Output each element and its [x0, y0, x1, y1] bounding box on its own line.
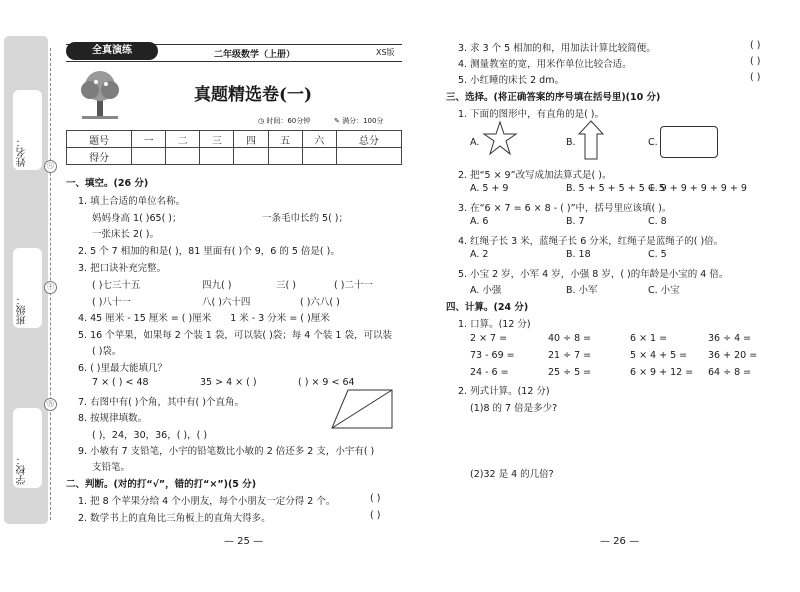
calc-2: 2. 列式计算。(12 分) [458, 386, 550, 397]
question-1: 1. 填上合适的单位名称。 [78, 196, 186, 207]
question-3-item: 三( ) [276, 280, 296, 291]
judge-3: 3. 求 3 个 5 相加的和，用加法计算比较简便。 [458, 43, 656, 54]
score-header-cell: 一 [132, 131, 166, 148]
choice-option[interactable]: B. 小军 [566, 285, 598, 296]
time-label: ◷ 时间：60分钟 [258, 117, 311, 125]
page-number-left: — 25 — [224, 536, 264, 547]
question-6-item: ( ) × 9 < 64 [298, 377, 355, 388]
page-number-right: — 26 — [600, 536, 640, 547]
oral-calc-item: 21 ÷ 7 = [548, 350, 592, 361]
judge-5: 5. 小红睡的床长 2 dm。 [458, 75, 564, 86]
oral-calc-item: 73 - 69 = [470, 350, 515, 361]
oral-calc-item: 64 ÷ 8 = [708, 367, 752, 378]
binding-mark: ㊉ [44, 281, 57, 294]
score-header-cell: 总分 [336, 131, 401, 148]
calc-2b: (2)32 是 4 的几倍? [470, 469, 554, 480]
score-header-cell: 二 [166, 131, 200, 148]
choice-2: 2. 把“5 × 9”改写成加法算式是( )。 [458, 170, 612, 181]
score-header-cell: 六 [302, 131, 336, 148]
angle-figure-icon [330, 388, 394, 430]
arrow-shape-icon [578, 120, 604, 160]
school-label: 学校： [17, 455, 28, 485]
question-1c: 一张床长 2( )。 [92, 229, 159, 240]
choice-option[interactable]: B. 7 [566, 216, 585, 227]
question-8: 8. 按规律填数。 [78, 413, 148, 424]
brand-logo: 全真演练 [66, 42, 158, 60]
question-6-item: 7 × ( ) < 48 [92, 377, 149, 388]
section-2-heading: 二、判断。(对的打“√”，错的打“×”)(5 分) [66, 479, 257, 490]
question-9: 9. 小敏有 7 支铅笔，小宇的铅笔数比小敏的 2 倍还多 2 支，小宇有( ) [78, 446, 375, 457]
subject-title: 二年级数学（上册） [214, 50, 296, 60]
oral-calc-item: 24 - 6 = [470, 367, 509, 378]
score-cell[interactable] [166, 148, 200, 165]
question-7: 7. 右图中有( )个角，其中有( )个直角。 [78, 397, 244, 408]
question-6-item: 35 > 4 × ( ) [200, 377, 257, 388]
question-5: 5. 16 个苹果，如果每 2 个装 1 袋，可以装( )袋；每 4 个装 1 袋，可以装 [78, 330, 392, 341]
score-header-cell: 三 [200, 131, 234, 148]
judge-1: 1. 把 8 个苹果分给 4 个小朋友，每个小朋友一定分得 2 个。 [78, 496, 336, 507]
question-5-cont: ( )袋。 [92, 346, 122, 357]
judge-2: 2. 数学书上的直角比三角板上的直角大得多。 [78, 513, 271, 524]
choice-1-option-b[interactable]: B. [566, 137, 576, 148]
question-1b: 一条毛巾长约 5( )； [262, 213, 348, 224]
question-1a: 妈妈身高 1( )65( )； [92, 213, 182, 224]
section-4-heading: 四、计算。(24 分) [446, 302, 529, 313]
choice-option[interactable]: A. 2 [470, 249, 489, 260]
question-2: 2. 5 个 7 相加的和是( )，81 里面有( )个 9，6 的 5 倍是( )。 [78, 246, 340, 257]
answer-bracket[interactable]: ( ) [750, 72, 761, 83]
score-cell[interactable] [268, 148, 302, 165]
choice-option[interactable]: A. 6 [470, 216, 489, 227]
choice-option[interactable]: B. 18 [566, 249, 591, 260]
page-title: 真题精选卷(一) [194, 85, 313, 105]
score-cell[interactable] [336, 148, 401, 165]
answer-bracket[interactable]: ( ) [370, 493, 381, 504]
question-3-item: ( )六八( ) [300, 297, 340, 308]
choice-5: 5. 小宝 2 岁，小军 4 岁，小强 8 岁，( )的年龄是小宝的 4 倍。 [458, 269, 729, 280]
judge-4: 4. 测量教室的宽，用米作单位比较合适。 [458, 59, 632, 70]
calc-1: 1. 口算。(12 分) [458, 319, 531, 330]
answer-bracket[interactable]: ( ) [370, 510, 381, 521]
binding-mark: ㊈ [44, 398, 57, 411]
full-score-text: 满分：100分 [342, 117, 384, 125]
score-header-cell: 五 [268, 131, 302, 148]
question-3-item: ( )七三十五 [92, 280, 141, 291]
question-3-item: ( )二十一 [334, 280, 373, 291]
choice-option[interactable]: A. 小强 [470, 285, 502, 296]
question-9-cont: 支铅笔。 [92, 462, 131, 473]
oral-calc-item: 2 × 7 = [470, 333, 508, 344]
score-cell[interactable] [132, 148, 166, 165]
name-label: 姓名： [17, 137, 28, 167]
rounded-rectangle-shape-icon [660, 126, 718, 158]
star-shape-icon [482, 120, 518, 156]
score-cell[interactable] [200, 148, 234, 165]
question-4: 4. 45 厘米 - 15 厘米 = ( )厘米 1 米 - 3 分米 = ( )厘米 [78, 313, 330, 324]
question-3-item: ( )八十一 [92, 297, 131, 308]
oral-calc-item: 40 ÷ 8 = [548, 333, 592, 344]
choice-option[interactable]: C. 9 + 9 + 9 + 9 + 9 [648, 183, 747, 194]
score-cell[interactable] [234, 148, 268, 165]
class-label: 班级： [17, 295, 28, 325]
choice-1-option-a[interactable]: A. [470, 137, 480, 148]
oral-calc-item: 36 ÷ 4 = [708, 333, 752, 344]
score-table [66, 130, 402, 165]
oral-calc-item: 36 + 20 = [708, 350, 758, 361]
full-score-label: ✎ 满分：100分 [334, 117, 384, 125]
choice-1-option-c[interactable]: C. [648, 137, 658, 148]
section-3-heading: 三、选择。(将正确答案的序号填在括号里)(10 分) [446, 92, 661, 103]
oral-calc-item: 25 ÷ 5 = [548, 367, 592, 378]
time-text: 时间：60分钟 [266, 117, 311, 125]
score-row-label: 得分 [67, 148, 132, 165]
score-table-header-row [67, 131, 402, 148]
oral-calc-item: 6 × 9 + 12 = [630, 367, 694, 378]
question-3-item: 四九( ) [202, 280, 232, 291]
choice-option[interactable]: B. 5 + 5 + 5 + 5 + 5 [566, 183, 665, 194]
score-header-cell: 题号 [67, 131, 132, 148]
question-6: 6. ( )里最大能填几？ [78, 363, 168, 374]
choice-4: 4. 红绳子长 3 米，蓝绳子长 6 分米，红绳子是蓝绳子的( )倍。 [458, 236, 724, 247]
section-1-heading: 一、填空。(26 分) [66, 178, 149, 189]
score-header-cell: 四 [234, 131, 268, 148]
question-3-item: 八( )六十四 [202, 297, 251, 308]
choice-option[interactable]: A. 5 + 9 [470, 183, 509, 194]
choice-3: 3. 在“6 × 7 = 6 × 8 - ( )”中，括号里应该填( )。 [458, 203, 672, 214]
choice-option[interactable]: C. 5 [648, 249, 667, 260]
question-8-row: ( )，24，30，36，( )，( ) [92, 430, 208, 441]
choice-option[interactable]: C. 小宝 [648, 285, 680, 296]
choice-option[interactable]: C. 8 [648, 216, 667, 227]
calc-2a: (1)8 的 7 倍是多少? [470, 403, 558, 414]
oral-calc-item: 5 × 4 + 5 = [630, 350, 688, 361]
choice-1: 1. 下面的图形中，有直角的是( )。 [458, 109, 605, 120]
answer-bracket[interactable]: ( ) [750, 40, 761, 51]
score-table-row [67, 148, 402, 165]
binding-mark: ㊇ [44, 160, 57, 173]
tree-illustration-icon [78, 70, 122, 120]
edition-label: XS版 [376, 48, 395, 57]
question-3: 3. 把口诀补充完整。 [78, 263, 167, 274]
oral-calc-item: 6 × 1 = [630, 333, 668, 344]
answer-bracket[interactable]: ( ) [750, 56, 761, 67]
score-cell[interactable] [302, 148, 336, 165]
